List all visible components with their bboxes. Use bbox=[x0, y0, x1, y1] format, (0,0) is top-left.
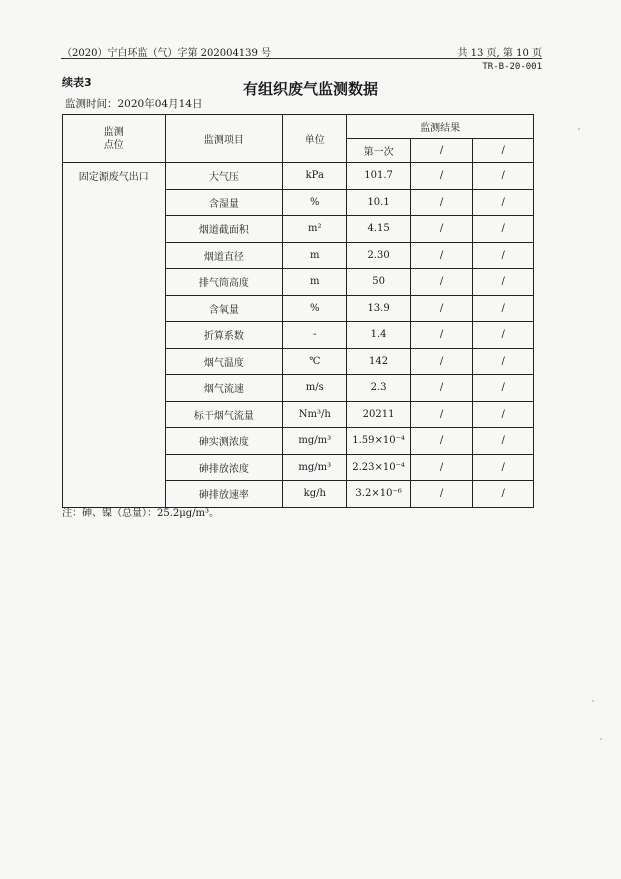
result-col2-cell: / bbox=[410, 163, 473, 190]
header-unit: 单位 bbox=[283, 115, 347, 163]
item-cell: 标干烟气流量 bbox=[165, 401, 283, 428]
table-header-row bbox=[63, 115, 534, 139]
unit-cell: mg/m³ bbox=[283, 454, 347, 481]
result-col2-cell: / bbox=[410, 375, 473, 402]
header-results: 监测结果 bbox=[347, 115, 534, 139]
result-first-cell: 1.59×10⁻⁴ bbox=[347, 428, 410, 455]
unit-cell: kPa bbox=[283, 163, 347, 190]
scan-speck bbox=[592, 700, 594, 702]
unit-cell: kg/h bbox=[283, 481, 347, 508]
monitor-time: 监测时间：2020年04月14日 bbox=[65, 98, 203, 110]
item-cell: 含湿量 bbox=[165, 189, 283, 216]
result-col2-cell: / bbox=[410, 348, 473, 375]
document-number: （2020）宁白环监（气）字第 202004139 号 bbox=[62, 48, 272, 59]
unit-cell: m bbox=[283, 269, 347, 296]
result-col3-cell: / bbox=[473, 216, 534, 243]
result-col3-cell: / bbox=[473, 322, 534, 349]
scan-speck bbox=[600, 738, 602, 740]
form-code: TR-B-20-001 bbox=[482, 62, 542, 72]
header-rule bbox=[61, 58, 542, 59]
unit-cell: mg/m³ bbox=[283, 428, 347, 455]
result-first-cell: 50 bbox=[347, 269, 410, 296]
unit-cell: ℃ bbox=[283, 348, 347, 375]
header-col3: / bbox=[473, 139, 534, 163]
item-cell: 折算系数 bbox=[165, 322, 283, 349]
result-col3-cell: / bbox=[473, 481, 534, 508]
result-col3-cell: / bbox=[473, 189, 534, 216]
item-cell: 烟道直径 bbox=[165, 242, 283, 269]
result-first-cell: 2.23×10⁻⁴ bbox=[347, 454, 410, 481]
unit-cell: m² bbox=[283, 216, 347, 243]
result-col2-cell: / bbox=[410, 216, 473, 243]
page-info: 共 13 页, 第 10 页 bbox=[457, 48, 542, 59]
result-col2-cell: / bbox=[410, 481, 473, 508]
table-row bbox=[63, 163, 534, 190]
result-col3-cell: / bbox=[473, 269, 534, 296]
result-first-cell: 1.4 bbox=[347, 322, 410, 349]
item-cell: 烟道截面积 bbox=[165, 216, 283, 243]
result-first-cell: 2.30 bbox=[347, 242, 410, 269]
result-col2-cell: / bbox=[410, 428, 473, 455]
unit-cell: m bbox=[283, 242, 347, 269]
result-first-cell: 10.1 bbox=[347, 189, 410, 216]
result-col2-cell: / bbox=[410, 454, 473, 481]
header-first: 第一次 bbox=[347, 139, 410, 163]
table-note: 注：砷、镍（总量）：25.2μg/m³。 bbox=[62, 508, 220, 519]
result-col3-cell: / bbox=[473, 295, 534, 322]
unit-cell: Nm³/h bbox=[283, 401, 347, 428]
result-first-cell: 3.2×10⁻⁶ bbox=[347, 481, 410, 508]
result-first-cell: 13.9 bbox=[347, 295, 410, 322]
header-item: 监测项目 bbox=[165, 115, 283, 163]
result-col2-cell: / bbox=[410, 242, 473, 269]
header-point: 监测 点位 bbox=[63, 115, 166, 163]
table-label: 续表3 bbox=[62, 76, 92, 89]
unit-cell: - bbox=[283, 322, 347, 349]
result-col2-cell: / bbox=[410, 401, 473, 428]
result-col2-cell: / bbox=[410, 295, 473, 322]
item-cell: 排气筒高度 bbox=[165, 269, 283, 296]
result-col3-cell: / bbox=[473, 454, 534, 481]
unit-cell: % bbox=[283, 189, 347, 216]
scan-speck bbox=[578, 128, 580, 130]
result-col3-cell: / bbox=[473, 163, 534, 190]
result-col3-cell: / bbox=[473, 348, 534, 375]
result-first-cell: 101.7 bbox=[347, 163, 410, 190]
result-first-cell: 4.15 bbox=[347, 216, 410, 243]
result-col2-cell: / bbox=[410, 322, 473, 349]
result-col3-cell: / bbox=[473, 242, 534, 269]
unit-cell: m/s bbox=[283, 375, 347, 402]
result-col2-cell: / bbox=[410, 189, 473, 216]
header-col2: / bbox=[410, 139, 473, 163]
item-cell: 烟气流速 bbox=[165, 375, 283, 402]
point-name-cell: 固定源废气出口 bbox=[63, 163, 166, 508]
result-first-cell: 20211 bbox=[347, 401, 410, 428]
item-cell: 砷排放浓度 bbox=[165, 454, 283, 481]
result-col3-cell: / bbox=[473, 375, 534, 402]
page-title: 有组织废气监测数据 bbox=[242, 80, 378, 98]
item-cell: 烟气温度 bbox=[165, 348, 283, 375]
item-cell: 砷实测浓度 bbox=[165, 428, 283, 455]
result-first-cell: 2.3 bbox=[347, 375, 410, 402]
unit-cell: % bbox=[283, 295, 347, 322]
monitoring-table bbox=[62, 114, 534, 508]
item-cell: 大气压 bbox=[165, 163, 283, 190]
item-cell: 含氧量 bbox=[165, 295, 283, 322]
result-col2-cell: / bbox=[410, 269, 473, 296]
result-col3-cell: / bbox=[473, 428, 534, 455]
item-cell: 砷排放速率 bbox=[165, 481, 283, 508]
result-first-cell: 142 bbox=[347, 348, 410, 375]
result-col3-cell: / bbox=[473, 401, 534, 428]
